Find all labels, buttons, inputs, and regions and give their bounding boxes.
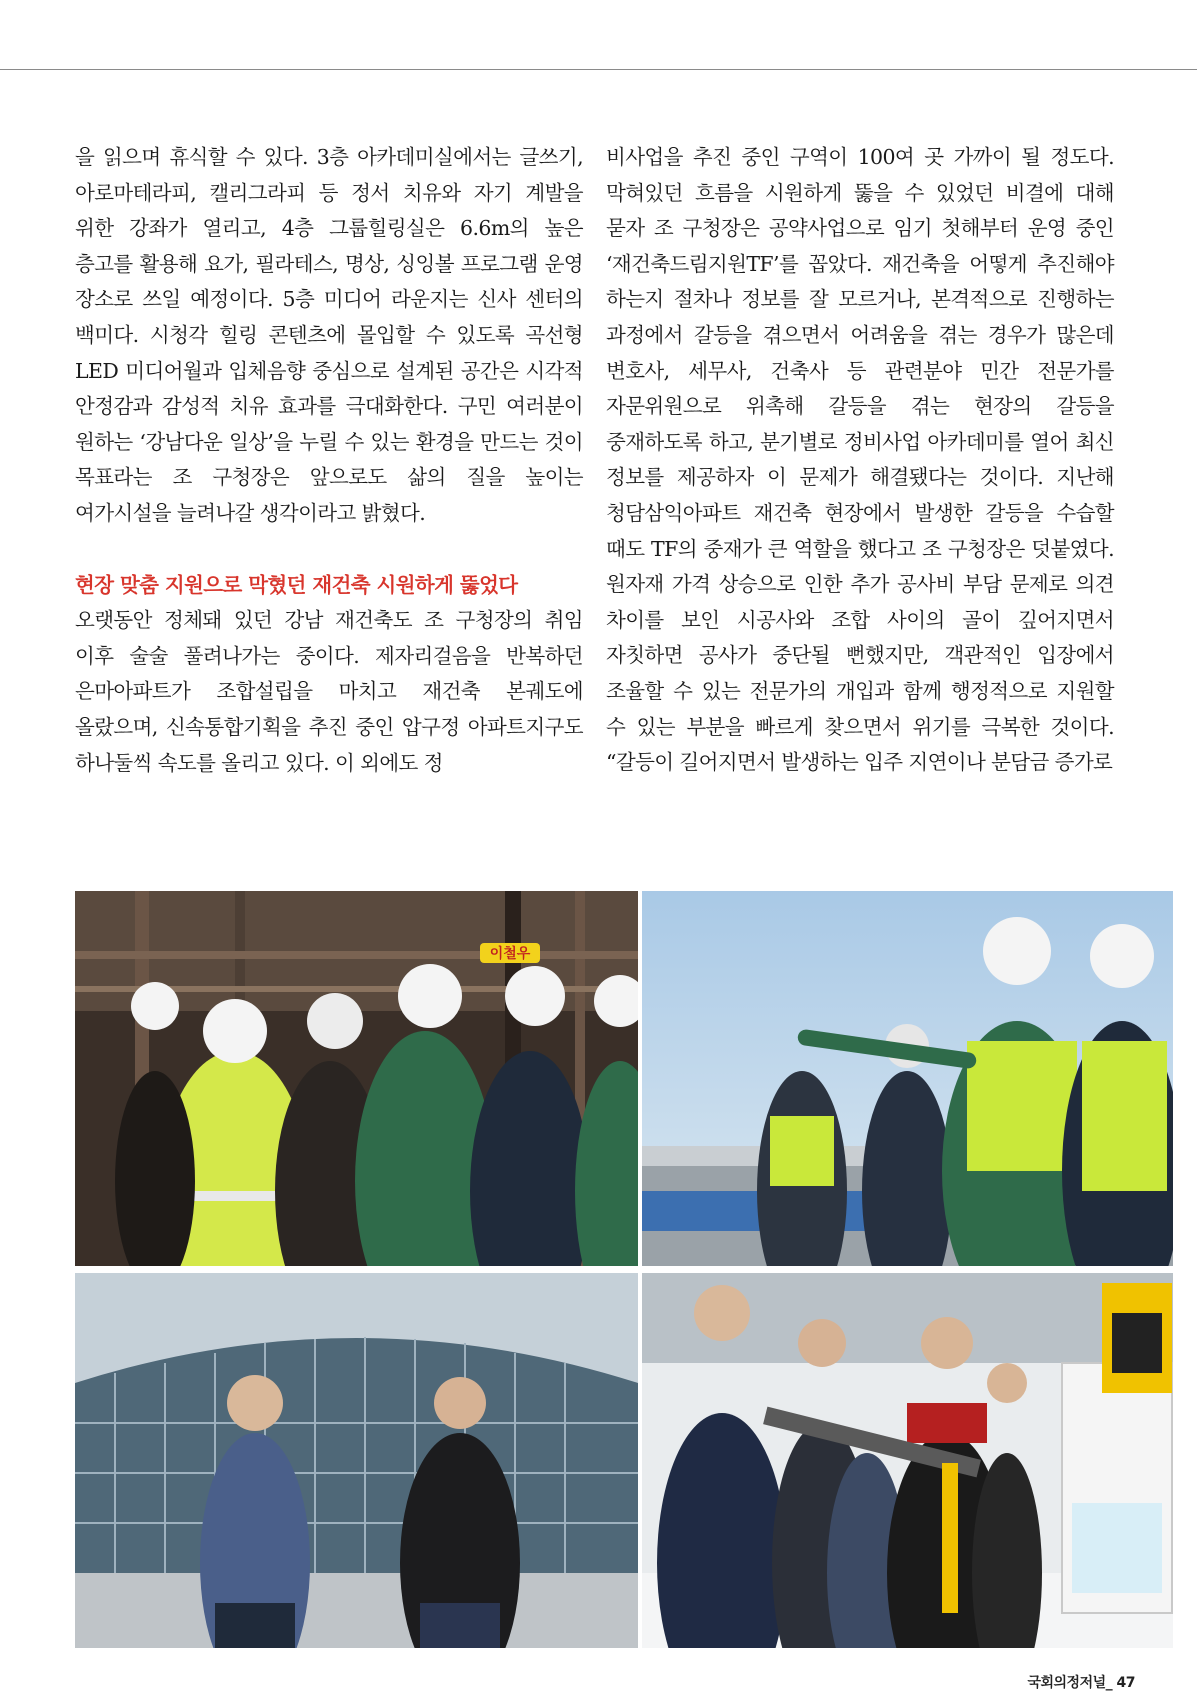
section-spacer (75, 532, 583, 568)
photo-glass-atrium-plaza (75, 1273, 638, 1648)
article-right-column (606, 140, 1114, 781)
photo-outdoor-site-visit (642, 891, 1173, 1266)
article-paragraph: 오랫동안 정체돼 있던 강남 재건축도 조 구청장의 취임 이후 술술 풀려나가는 중이다. 제자리걸음을 반복하던 은마아파트가 조합설립을 마치고 재건축 본궤도에 올랐으며, 신속통합기획을 추진 중인 압구정 아파트지구도 하나둘씩 속도를 올리고 있다. 이 외에도 정 (75, 608, 583, 775)
photo-construction-site-inspection (75, 891, 638, 1266)
photo-indoor-robot-demo (642, 1273, 1173, 1648)
page-footer: 국회의정저널_ 47 (1027, 1675, 1135, 1691)
section-subheading: 현장 맞춤 지원으로 막혔던 재건축 시원하게 뚫었다 (75, 572, 518, 597)
article-paragraph: 을 읽으며 휴식할 수 있다. 3층 아카데미실에서는 글쓰기, 아로마테라피, 캘리그라피 등 정서 치유와 자기 계발을 위한 강좌가 열리고, 4층 그룹힐링실은 6.6m의 높은 층고를 활용해 요가, 필라테스, 명상, 싱잉볼 프로그램 운영 장소로 쓰일 예정이다. 5층 미디어 라운지는 신사 센터의 백미다. 시청각 힐링 콘텐츠에 몰입할 수 있도록 곡선형 LED 미디어월과 입체음향 중심으로 설계된 공간은 시각적 안정감과 감성적 치유 효과를 극대화한다. 구민 여러분이 원하는 ‘강남다운 일상’을 누릴 수 있는 환경을 만드는 것이 목표라는 조 구청장은 앞으로도 삶의 질을 높이는 여가시설을 늘려나갈 생각이라고 밝혔다. (75, 145, 583, 525)
article-paragraph: 비사업을 추진 중인 구역이 100여 곳 가까이 될 정도다. 막혀있던 흐름을 시원하게 뚫을 수 있었던 비결에 대해 묻자 조 구청장은 공약사업으로 임기 첫해부터 운영 중인 ‘재건축드림지원TF’를 꼽았다. 재건축을 어떻게 추진해야 하는지 절차나 정보를 잘 모르거나, 본격적으로 진행하는 과정에서 갈등을 겪으면서 어려움을 겪는 경우가 많은데 변호사, 세무사, 건축사 등 관련분야 민간 전문가를 자문위원으로 위촉해 갈등을 겪는 현장의 갈등을 중재하도록 하고, 분기별로 정비사업 아카데미를 열어 최신 정보를 제공하자 이 문제가 해결됐다는 것이다. 지난해 청담삼익아파트 재건축 현장에서 발생한 갈등을 수습할 때도 TF의 중재가 큰 역할을 했다고 조 구청장은 덧붙였다. 원자재 가격 상승으로 인한 추가 공사비 부담 문제로 의견 차이를 보인 시공사와 조합 사이의 골이 깊어지면서 자칫하면 공사가 중단될 뻔했지만, 객관적인 입장에서 조율할 수 있는 전문가의 개입과 함께 행정적으로 지원할 수 있는 부분을 빠르게 찾으면서 위기를 극복한 것이다. “갈등이 길어지면서 발생하는 입주 지연이나 분담금 증가로 (606, 145, 1114, 775)
article-left-column (75, 140, 583, 781)
helmet-name-tag: 이철우 (489, 946, 531, 962)
top-divider-line (0, 69, 1197, 70)
